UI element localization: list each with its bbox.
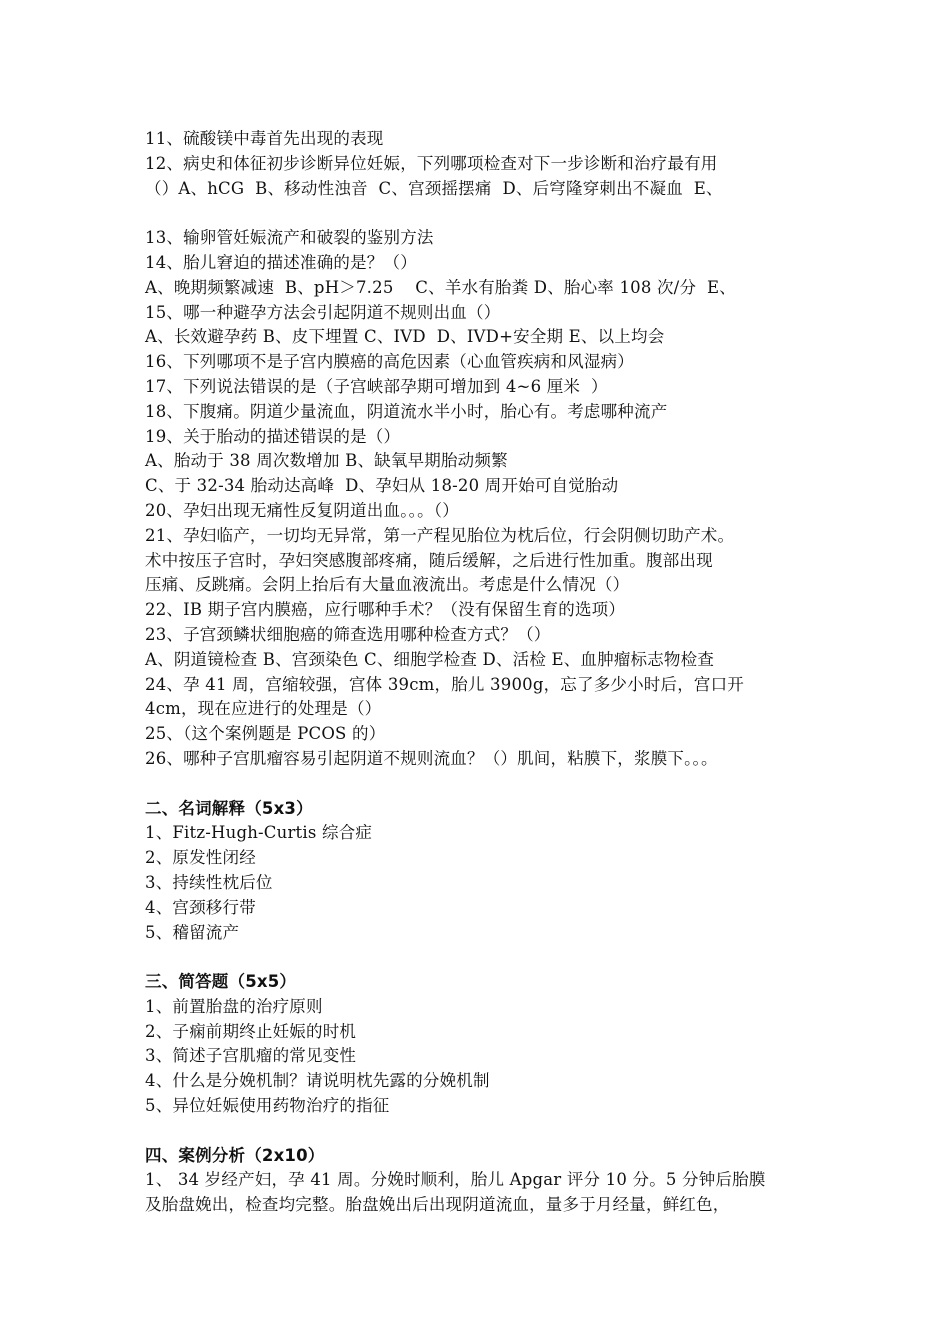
question-line: 19、关于胎动的描述错误的是（） bbox=[145, 426, 401, 446]
section-heading: 二、名词解释（5x3） bbox=[145, 798, 313, 818]
case-text-line: 及胎盘娩出，检查均完整。胎盘娩出后出现阴道流血，量多于月经量，鲜红色， bbox=[145, 1195, 730, 1215]
question-line: 16、下列哪项不是子宫内膜癌的高危因素（心血管疾病和风湿病） bbox=[145, 352, 634, 372]
question-line: 17、下列说法错误的是（子宫峡部孕期可增加到 4~6 厘米 ） bbox=[145, 376, 608, 396]
question-line: 4cm，现在应进行的处理是（） bbox=[145, 699, 382, 719]
list-item: 4、宫颈移行带 bbox=[145, 897, 256, 917]
question-line: 25、（这个案例题是 PCOS 的） bbox=[145, 724, 386, 744]
list-item: 2、子痫前期终止妊娠的时机 bbox=[145, 1021, 357, 1041]
list-item: 5、异位妊娠使用药物治疗的指征 bbox=[145, 1096, 390, 1116]
question-line: 15、哪一种避孕方法会引起阴道不规则出血（） bbox=[145, 302, 501, 322]
question-line: 26、哪种子宫肌瘤容易引起阴道不规则流血？（）肌间，粘膜下，浆膜下。。。 bbox=[145, 748, 718, 768]
questions-list bbox=[145, 127, 815, 772]
section-short-answer bbox=[145, 970, 815, 1119]
document-body bbox=[145, 127, 815, 1218]
question-line: A、胎动于 38 周次数增加 B、缺氧早期胎动频繁 bbox=[145, 451, 508, 471]
question-line: 23、子宫颈鳞状细胞癌的筛查选用哪种检查方式？（） bbox=[145, 624, 551, 644]
blank-line bbox=[145, 201, 815, 226]
question-line: 18、下腹痛。阴道少量流血，阴道流水半小时，胎心有。考虑哪种流产 bbox=[145, 401, 668, 421]
list-item: 1、前置胎盘的治疗原则 bbox=[145, 996, 323, 1016]
question-line: 24、孕 41 周，宫缩较强，宫体 39cm，胎儿 3900g，忘了多少小时后，宫口开 bbox=[145, 674, 745, 694]
question-line: A、阴道镜检查 B、宫颈染色 C、细胞学检查 D、活检 E、血肿瘤标志物检查 bbox=[145, 649, 715, 669]
list-item: 1、Fitz-Hugh-Curtis 综合症 bbox=[145, 823, 373, 843]
section-heading: 四、案例分析（2x10） bbox=[145, 1145, 325, 1165]
question-line: 20、孕妇出现无痛性反复阴道出血。。。（） bbox=[145, 500, 459, 520]
question-line: A、晚期频繁减速 B、pH＞7.25 C、羊水有胎粪 D、胎心率 108 次/分 E、 bbox=[145, 277, 736, 297]
list-item: 2、原发性闭经 bbox=[145, 848, 256, 868]
question-line: 12、病史和体征初步诊断异位妊娠，下列哪项检查对下一步诊断和治疗最有用 bbox=[145, 153, 718, 173]
question-line: A、长效避孕药 B、皮下埋置 C、IVD D、IVD+安全期 E、以上均会 bbox=[145, 327, 665, 347]
question-line: 11、硫酸镁中毒首先出现的表现 bbox=[145, 129, 384, 148]
list-item: 3、简述子宫肌瘤的常见变性 bbox=[145, 1046, 357, 1066]
section-heading: 三、简答题（5x5） bbox=[145, 972, 297, 992]
list-item: 5、稽留流产 bbox=[145, 922, 240, 942]
case-text-line: 1、 34 岁经产妇，孕 41 周。分娩时顺利，胎儿 Apgar 评分 10 分。5 分钟后胎膜 bbox=[145, 1170, 766, 1190]
section-spacer bbox=[145, 1119, 815, 1144]
question-line: 21、孕妇临产，一切均无异常，第一产程见胎位为枕后位，行会阴侧切助产术。 bbox=[145, 525, 735, 545]
question-line: 14、胎儿窘迫的描述准确的是？（） bbox=[145, 252, 417, 272]
section-case-analysis bbox=[145, 1144, 815, 1218]
section-spacer bbox=[145, 772, 815, 797]
list-item: 3、持续性枕后位 bbox=[145, 872, 273, 892]
question-line: C、于 32-34 胎动达高峰 D、孕妇从 18-20 周开始可自觉胎动 bbox=[145, 476, 619, 496]
question-line: （）A、hCG B、移动性浊音 C、宫颈摇摆痛 D、后穹隆穿刺出不凝血 E、 bbox=[145, 178, 723, 198]
question-line: 压痛、反跳痛。会阴上抬后有大量血液流出。考虑是什么情况（） bbox=[145, 575, 630, 595]
question-line: 术中按压子宫时，孕妇突感腹部疼痛，随后缓解，之后进行性加重。腹部出现 bbox=[145, 550, 713, 570]
section-spacer bbox=[145, 945, 815, 970]
question-line: 22、IB 期子宫内膜癌，应行哪种手术？（没有保留生育的选项） bbox=[145, 600, 626, 620]
question-line: 13、输卵管妊娠流产和破裂的鉴别方法 bbox=[145, 228, 434, 248]
section-definitions bbox=[145, 797, 815, 946]
list-item: 4、什么是分娩机制？请说明枕先露的分娩机制 bbox=[145, 1071, 490, 1091]
